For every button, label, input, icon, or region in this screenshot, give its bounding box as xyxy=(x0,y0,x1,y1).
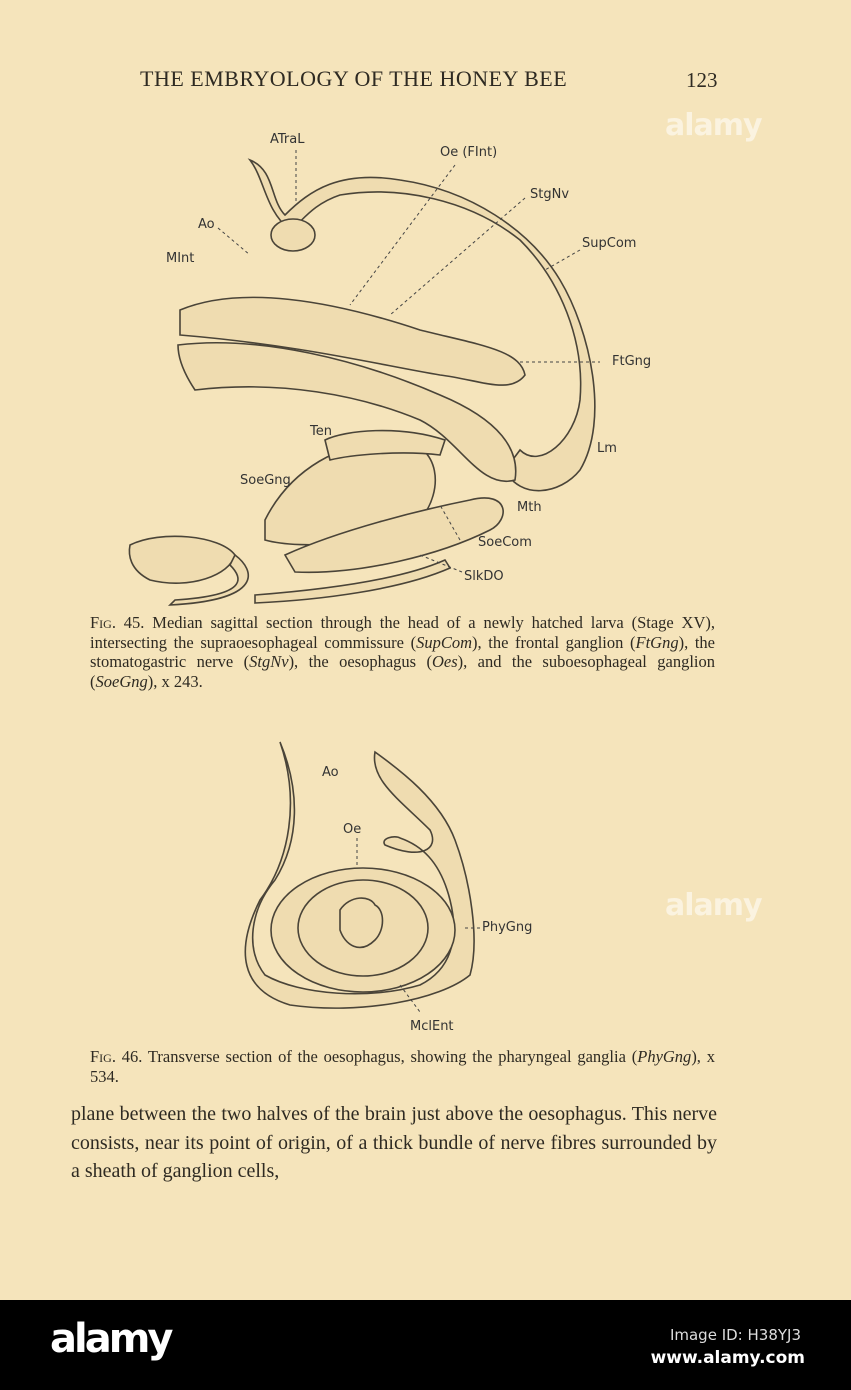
label-atral: ATraL xyxy=(270,132,305,147)
label-oe-fint: Oe (FInt) xyxy=(440,145,498,160)
figure-46-caption: Fig. 46. Transverse section of the oesophagus, showing the pharyngeal ganglia (PhyGng), x 534. xyxy=(90,1047,715,1086)
label-phygng: PhyGng xyxy=(482,920,533,935)
label-mth: Mth xyxy=(517,500,542,515)
figure-45-caption: Fig. 45. Median sagittal section through the head of a newly hatched larva (Stage XV), intersecting the supraoesophageal commissure (SupCom), the frontal ganglion (FtGng), the stomatogastric nerve (StgNv), the oesophagus (Oes), and the suboesophageal ganglion (SoeGng), x 243. xyxy=(90,613,716,691)
label-ao: Ao xyxy=(198,217,215,232)
label-mclent: MclEnt xyxy=(410,1019,454,1034)
label-slkdo: SlkDO xyxy=(464,569,504,584)
watermark: alamy xyxy=(665,108,762,143)
alamy-logo: alamy xyxy=(50,1316,171,1362)
image-id: Image ID: H38YJ3 xyxy=(669,1326,801,1344)
footer-bar xyxy=(0,1300,851,1390)
label-mint: MInt xyxy=(166,251,195,266)
label-ao-46: Ao xyxy=(322,765,339,780)
label-supcom: SupCom xyxy=(582,236,637,251)
body-text: plane between the two halves of the brain just above the oesophagus. This nerve consists, near its point of origin, of a thick bundle of nerve fibres surrounded by a sheath of ganglion cells, xyxy=(71,1103,717,1182)
label-oe-46: Oe xyxy=(343,822,362,837)
watermark: alamy xyxy=(665,888,762,923)
running-title: THE EMBRYOLOGY OF THE HONEY BEE xyxy=(140,66,568,91)
page-number: 123 xyxy=(686,68,718,92)
label-soecom: SoeCom xyxy=(478,535,532,550)
label-soegng: SoeGng xyxy=(240,473,291,488)
label-ten: Ten xyxy=(310,424,332,439)
label-stgnv: StgNv xyxy=(530,187,570,202)
label-lm: Lm xyxy=(597,441,617,456)
site-url: www.alamy.com xyxy=(650,1348,805,1368)
label-ftgng: FtGng xyxy=(612,354,652,369)
